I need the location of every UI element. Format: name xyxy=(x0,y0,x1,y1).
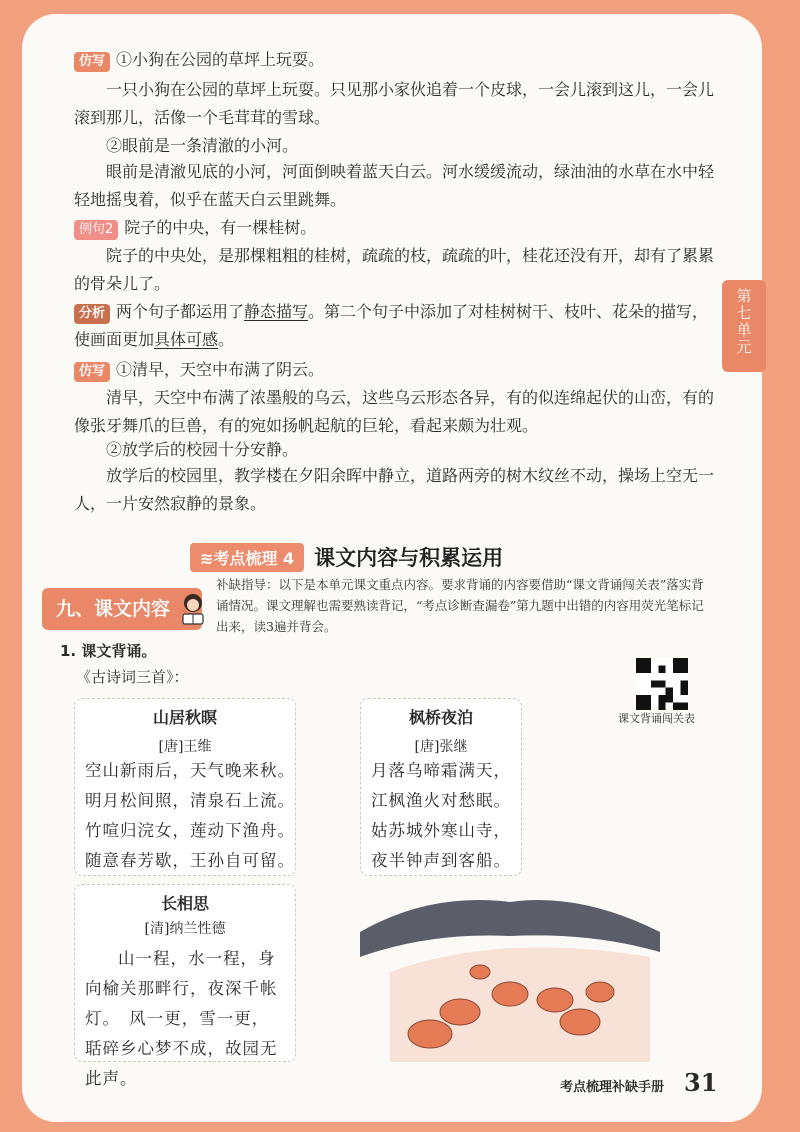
poem-title: 山居秋暝 xyxy=(152,708,217,727)
imitation-sentence: ①清早，天空中布满了阴云。 xyxy=(116,360,325,379)
section-header xyxy=(190,542,503,572)
poem-line: 随意春芳歇，王孙自可留。 xyxy=(85,851,295,870)
imitation-3-answer: 清早，天空中布满了浓墨般的乌云，这些乌云形态各异，有的似连绵起伏的山峦，有的像张牙舞爪的巨兽，有的宛如扬帆起航的巨轮，看起来颇为壮观。 xyxy=(74,388,715,435)
study-tip: 补缺指导：以下是本单元课文重点内容。要求背诵的内容要借助“课文背诵闯关表”落实背诵情况。课文理解也需要熟读背记，“考点诊断查漏卷”第九题中出错的内容用荧光笔标记出来，读3遍并背会。 xyxy=(216,577,704,634)
imitation-1-heading xyxy=(74,46,714,74)
imitation-4-answer: 放学后的校园里，教学楼在夕阳余晖中静立，道路两旁的树木纹丝不动，操场上空无一人，一片安然寂静的景象。 xyxy=(74,466,715,513)
poem-title: 长相思 xyxy=(160,894,209,913)
analysis-paragraph xyxy=(74,298,714,354)
poem-line: 竹喧归浣女，莲动下渔舟。 xyxy=(85,821,295,840)
side-tab-char: 七 xyxy=(736,304,752,322)
imitation-2-answer: 眼前是清澈见底的小河，河面倒映着蓝天白云。河水缓缓流动，绿油油的水草在水中轻轻地摇曳着，似乎在蓝天白云里跳舞。 xyxy=(74,162,715,209)
side-tab-char: 单 xyxy=(736,321,752,339)
example-tag: 例句2 xyxy=(74,220,118,240)
analysis-text: 。第二个句子中添加了对桂树树干、枝叶、花朵的描写，使画面更加 xyxy=(74,302,709,349)
example-2-heading xyxy=(74,214,714,242)
analysis-text: 两个句子都运用了 xyxy=(116,302,245,321)
recitation-subhead: 1. 课文背诵。 xyxy=(60,642,157,660)
poem-author: [清]纳兰性德 xyxy=(144,921,226,937)
imitation-3-heading xyxy=(74,356,714,384)
example-sentence: 院子的中央，有一棵桂树。 xyxy=(124,218,317,237)
poem-author: [唐]王维 xyxy=(158,739,212,755)
keyword-concrete: 具体可感 xyxy=(154,330,219,349)
poem-author: [唐]张继 xyxy=(414,739,468,755)
lesson-title: 《古诗词三首》： xyxy=(76,668,189,686)
poem-card xyxy=(74,698,296,876)
footer-label: 考点梳理补缺手册 xyxy=(560,1080,665,1095)
analysis-text: 。 xyxy=(218,330,235,349)
keyword-static-description: 静态描写 xyxy=(244,302,309,321)
poem-line: 姑苏城外寒山寺， xyxy=(371,821,511,840)
imitation-tag: 仿写 xyxy=(74,362,110,382)
example-2-expanded: 院子的中央处，是那棵粗粗的桂树，疏疏的枝，疏疏的叶，桂花还没有开，却有了累累的骨朵儿了。 xyxy=(74,246,715,293)
imitation-sentence: ①小狗在公园的草坪上玩耍。 xyxy=(116,50,325,69)
imitation-2-heading: ②眼前是一条清澈的小河。 xyxy=(106,136,299,155)
analysis-tag: 分析 xyxy=(74,304,110,324)
side-tab-char: 第 xyxy=(736,287,752,305)
poem-title: 枫桥夜泊 xyxy=(408,708,473,727)
imitation-4-heading: ②放学后的校园十分安静。 xyxy=(106,440,299,459)
poem-body: 山一程，水一程，身向榆关那畔行，夜深千帐灯。 风一更，雪一更，聒碎乡心梦不成，故园无此声。 xyxy=(85,949,278,1088)
page-number: 31 xyxy=(684,1068,718,1097)
poem-line: 月落乌啼霜满天， xyxy=(371,761,511,780)
poem-line: 夜半钟声到客船。 xyxy=(371,851,511,870)
unit-side-tab xyxy=(722,280,766,372)
girl-reading-icon xyxy=(178,592,208,626)
qr-code-icon[interactable] xyxy=(636,658,688,710)
poem-line: 明月松间照，清泉石上流。 xyxy=(85,791,295,810)
qr-label: 课文背诵闯关表 xyxy=(618,712,695,725)
poem-card xyxy=(74,884,296,1088)
part-banner: 九、课文内容 xyxy=(42,588,202,630)
poem-line: 江枫渔火对愁眠。 xyxy=(371,791,511,810)
section-title: 课文内容与积累运用 xyxy=(314,546,504,570)
poem-line: 空山新雨后，天气晚来秋。 xyxy=(85,761,295,780)
imitation-tag: 仿写 xyxy=(74,52,110,72)
yurt-landscape-illustration xyxy=(350,862,670,1072)
imitation-1-answer: 一只小狗在公园的草坪上玩耍。只见那小家伙追着一个皮球，一会儿滚到这儿，一会儿滚到那儿，活像一个毛茸茸的雪球。 xyxy=(74,80,715,127)
poem-card xyxy=(360,698,522,876)
section-badge: ≋考点梳理 4 xyxy=(190,543,304,572)
side-tab-char: 元 xyxy=(736,338,752,356)
